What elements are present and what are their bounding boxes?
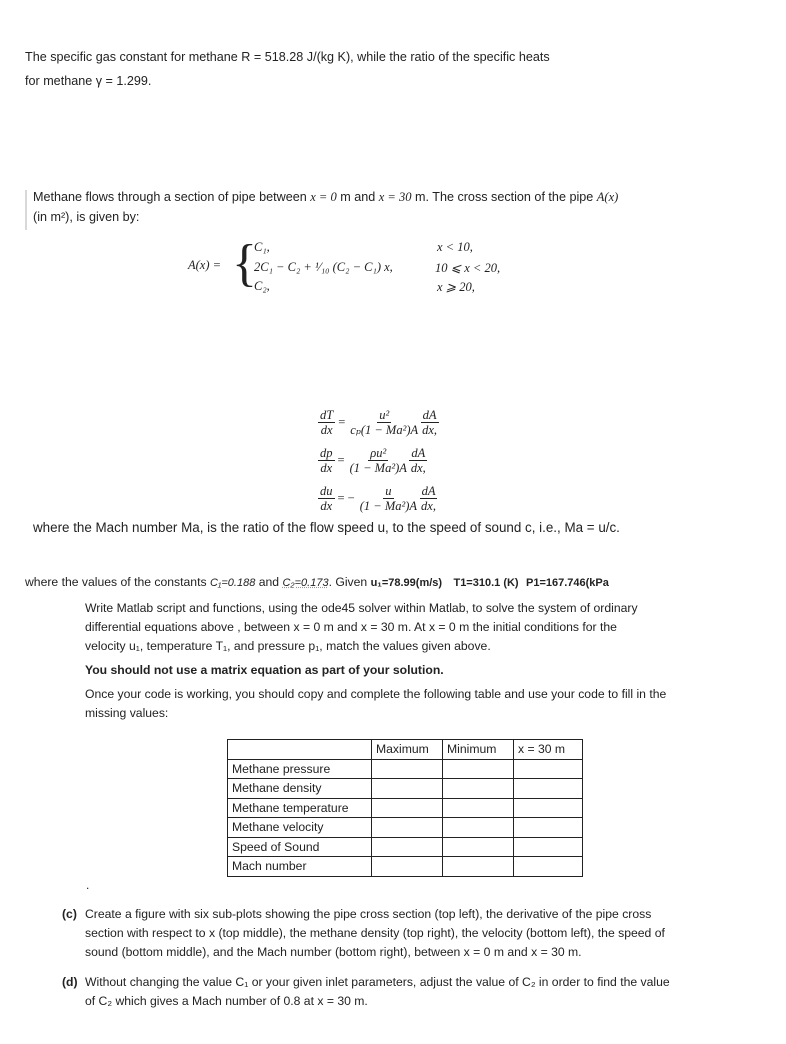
part-d-line-1: Without changing the value C₁ or your given inlet parameters, adjust the value of C₂ in order to find the value xyxy=(85,975,670,989)
table-row xyxy=(228,837,583,857)
table-header-x30: x = 30 m xyxy=(514,740,583,760)
table-row-label: Methane pressure xyxy=(228,759,372,779)
constants-given: . Given xyxy=(328,575,368,589)
table-cell[interactable] xyxy=(514,779,583,799)
pipe-line-1 xyxy=(33,187,773,207)
part-c-line-3: sound (bottom middle), and the Mach number (bottom right), between x = 0 m and x = 30 m. xyxy=(85,945,582,959)
task-warning: You should not use a matrix equation as part of your solution. xyxy=(85,663,444,677)
piecewise-equation xyxy=(188,235,528,296)
table-header-maximum: Maximum xyxy=(372,740,443,760)
table-cell[interactable] xyxy=(443,759,514,779)
inlet-temperature: T1=310.1 (K) xyxy=(453,577,519,589)
piecewise-case-3: C₂, xyxy=(254,279,270,293)
table-cell[interactable] xyxy=(372,779,443,799)
part-d-line-2: of C₂ which gives a Mach number of 0.8 at x = 30 m. xyxy=(85,994,368,1008)
table-cell[interactable] xyxy=(372,837,443,857)
intro-line-2: for methane γ = 1.299. xyxy=(25,74,152,88)
table-row xyxy=(228,857,583,877)
table-row xyxy=(228,798,583,818)
task-line-4: Once your code is working, you should copy and complete the following table and use your code to fill in the xyxy=(85,687,667,701)
piecewise-case-2: 2C₁ − C₂ + ¹⁄₁₀ (C₂ − C₁) x, xyxy=(254,260,393,274)
part-c-line-2: section with respect to x (top middle), the methane density (top right), the velocity (bottom left), the speed of xyxy=(85,926,665,940)
stray-dot: . xyxy=(86,878,90,892)
table-cell[interactable] xyxy=(514,759,583,779)
pipe-text-a: Methane flows through a section of pipe between xyxy=(33,190,307,204)
constants-and: and xyxy=(258,575,280,589)
piecewise-case-1: C₁, xyxy=(254,240,270,254)
pipe-ax: A(x) xyxy=(596,190,619,204)
ode-eq-temperature: $\frac{dT}{dx}$ = $\frac{\text{u²}}{\text{cₚ(1 − Ma²)A}}$ $\frac{dA}{dx,}$ xyxy=(320,407,438,437)
table-cell[interactable] xyxy=(514,798,583,818)
part-c-line-1: Create a figure with six sub-plots showing the pipe cross section (top left), the derivative of the pipe cross xyxy=(85,907,652,921)
piecewise-cond-2: 10 ⩽ x < 20, xyxy=(435,261,501,275)
constants-line xyxy=(25,575,609,589)
part-d xyxy=(62,973,732,1011)
inlet-velocity: u₁=78.99(m/s) xyxy=(370,577,443,589)
task-line-5: missing values: xyxy=(85,706,169,720)
task-paragraph xyxy=(85,599,735,723)
table-cell[interactable] xyxy=(514,837,583,857)
table-row-label: Methane density xyxy=(228,779,372,799)
table-header-minimum: Minimum xyxy=(443,740,514,760)
pipe-line-2: (in m²), is given by: xyxy=(33,210,140,224)
pipe-unit-2: m. The cross section of the pipe xyxy=(414,190,594,204)
quote-bar xyxy=(25,190,27,230)
task-line-1: Write Matlab script and functions, using the ode45 solver within Matlab, to solve the system of ordinary xyxy=(85,601,638,615)
table-cell[interactable] xyxy=(443,779,514,799)
table-header-row xyxy=(228,740,583,760)
table-cell[interactable] xyxy=(443,798,514,818)
pipe-x30: x = 30 xyxy=(378,190,412,204)
piecewise-lhs: A(x) = xyxy=(188,258,222,272)
table-row-label: Mach number xyxy=(228,857,372,877)
table-row xyxy=(228,779,583,799)
ode-eq-velocity: $\frac{du}{dx}$ = − $\frac{u}{\text{(1 − Ma²)A}}$ $\frac{dA}{dx,}$ xyxy=(320,483,436,513)
ode-system xyxy=(318,403,518,517)
table-row-label: Methane temperature xyxy=(228,798,372,818)
inlet-pressure: P1=167.746(kPa xyxy=(525,577,609,589)
table-cell[interactable] xyxy=(372,818,443,838)
constant-c1: C₁=0.188 xyxy=(209,577,256,589)
table-row-label: Speed of Sound xyxy=(228,837,372,857)
table-cell[interactable] xyxy=(514,818,583,838)
ode-eq-pressure: $\frac{dp}{dx}$ = $\frac{\text{ρu²}}{\text{(1 − Ma²)A}}$ $\frac{dA}{dx,}$ xyxy=(320,445,426,475)
table-cell[interactable] xyxy=(443,857,514,877)
pipe-x0: x = 0 xyxy=(310,190,337,204)
table-row xyxy=(228,818,583,838)
pipe-paragraph xyxy=(33,187,773,227)
mach-definition: where the Mach number Ma, is the ratio of the flow speed u, to the speed of sound c, i.e., Ma = u/c. xyxy=(33,520,620,535)
part-c xyxy=(62,905,732,962)
table-cell[interactable] xyxy=(372,798,443,818)
table-cell[interactable] xyxy=(443,818,514,838)
part-c-label: (c) xyxy=(62,907,77,921)
task-line-3: velocity u₁, temperature T₁, and pressure p₁, match the values given above. xyxy=(85,639,491,653)
table-row xyxy=(228,759,583,779)
table-cell[interactable] xyxy=(443,837,514,857)
constant-c2: C₂=0.173 xyxy=(282,577,329,589)
piecewise-brace: { xyxy=(232,235,257,292)
table-cell[interactable] xyxy=(372,759,443,779)
task-line-2: differential equations above , between x = 0 m and x = 30 m. At x = 0 m the initial conditions for the xyxy=(85,620,617,634)
pipe-unit-1: m and xyxy=(340,190,376,204)
results-table xyxy=(227,739,583,877)
table-row-label: Methane velocity xyxy=(228,818,372,838)
part-d-label: (d) xyxy=(62,975,78,989)
table-cell[interactable] xyxy=(372,857,443,877)
table-corner-cell xyxy=(228,740,372,760)
piecewise-cond-3: x ⩾ 20, xyxy=(437,280,475,294)
intro-paragraph xyxy=(25,45,765,93)
piecewise-cond-1: x < 10, xyxy=(437,240,473,254)
intro-line-1: The specific gas constant for methane R = 518.28 J/(kg K), while the ratio of the specific heats xyxy=(25,50,550,64)
table-cell[interactable] xyxy=(514,857,583,877)
constants-lead: where the values of the constants xyxy=(25,575,207,589)
